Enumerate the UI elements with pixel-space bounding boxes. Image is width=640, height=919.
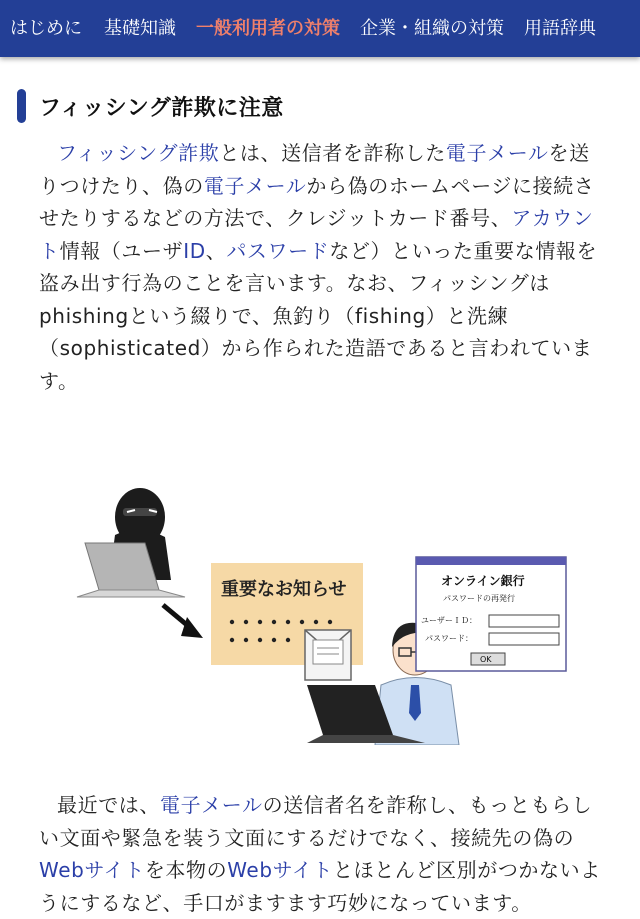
user-id-label: ユーザーＩＤ： xyxy=(421,616,477,625)
section-heading xyxy=(17,89,601,123)
link-website[interactable]: Webサイト xyxy=(227,858,334,882)
bank-subtitle: パスワードの再発行 xyxy=(443,594,515,603)
bank-dialog xyxy=(416,557,566,671)
nav-item-general-users[interactable]: 一般利用者の対策 xyxy=(196,18,340,39)
envelope-icon xyxy=(305,630,351,680)
notice-title: 重要なお知らせ xyxy=(221,579,347,600)
intro-paragraph: フィッシング詐欺とは、送信者を詐称した電子メールを送りつけたり、偽の電子メールから偽のホームページに接続させたりするなどの方法で、クレジットカード番号、アカウント情報（ユーザID、パスワードなど）といった重要な情報を盗み出す行為のことを言います。なお、フィッシングはphishingという綴りで、魚釣り（fishing）と洗練（sophisticated）から作られた造語であると言われています。 xyxy=(39,141,598,393)
link-email[interactable]: 電子メール xyxy=(203,173,307,198)
second-paragraph: 最近では、電子メールの送信者名を詐称し、もっともらしい文面や緊急を装う文面にするだけでなく、接続先の偽のWebサイトを本物のWebサイトとほとんど区別がつかないようにするなど、手口がますます巧妙になっています。 xyxy=(39,793,601,915)
link-website[interactable]: Webサイト xyxy=(39,858,145,882)
nav-item-basics[interactable]: 基礎知識 xyxy=(104,18,176,39)
page-title: フィッシング詐欺に注意 xyxy=(39,95,284,121)
nav-item-glossary[interactable]: 用語辞典 xyxy=(524,18,596,39)
nav-item-organizations[interactable]: 企業・組織の対策 xyxy=(360,18,504,39)
link-email[interactable]: 電子メール xyxy=(445,141,549,165)
arrow-icon xyxy=(163,605,203,638)
ok-button-label: OK xyxy=(480,655,492,664)
link-password[interactable]: パスワード xyxy=(226,238,330,263)
heading-accent-bar xyxy=(17,89,26,123)
nav-item-intro[interactable]: はじめに xyxy=(10,18,82,39)
password-label: パスワード： xyxy=(425,634,473,643)
link-account[interactable]: アカウント xyxy=(39,206,594,263)
bank-title: オンライン銀行 xyxy=(441,574,525,588)
link-email[interactable]: 電子メール xyxy=(160,793,263,817)
link-id[interactable]: ID xyxy=(183,238,206,263)
main-content xyxy=(0,89,640,919)
phishing-illustration xyxy=(75,445,575,745)
top-navigation xyxy=(0,0,640,57)
link-phishing[interactable]: フィッシング詐欺 xyxy=(57,141,220,165)
